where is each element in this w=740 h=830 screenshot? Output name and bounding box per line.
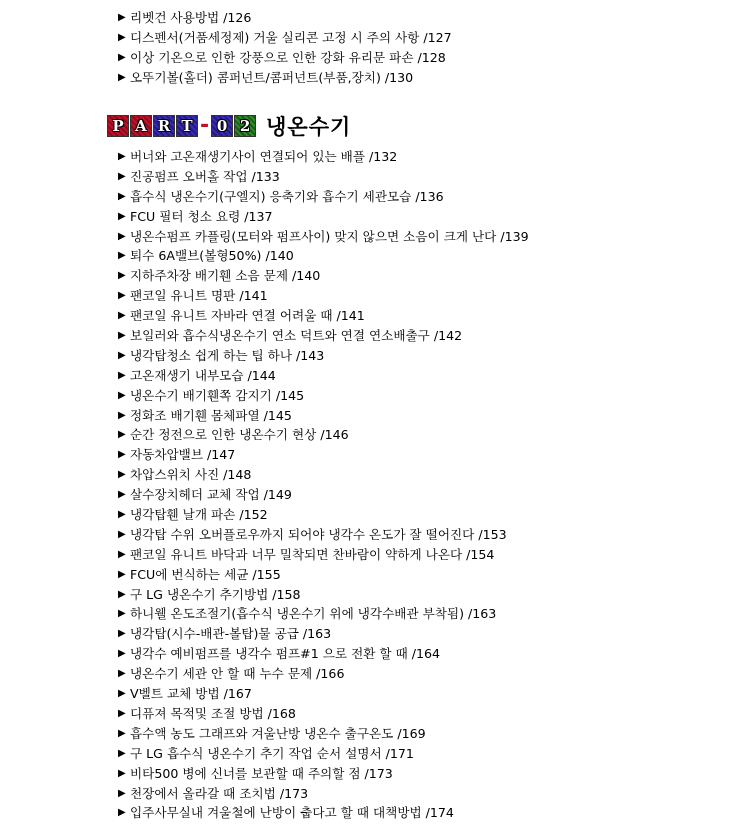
bullet-arrow-icon: ▶ [118,290,126,302]
list-item [118,406,529,426]
item-text: 냉온수펌프 카플링(모터와 펌프사이) 맞지 않으면 소음이 크게 난다 /139 [130,228,529,244]
part-number-tile: 0 [211,115,233,137]
bullet-arrow-icon: ▶ [118,151,126,162]
list-item [118,167,529,187]
list-item [118,246,529,266]
list-item [118,803,529,823]
list-item [118,604,529,624]
item-text: 정화조 배기휀 몸체파열 /145 [130,407,292,423]
item-text: 냉온수기 배기휀쪽 감지기 /145 [130,387,305,403]
item-text: 디스펜서(거품세정제) 거울 실리콘 고정 시 주의 사항 /127 [130,29,452,45]
bullet-arrow-icon: ▶ [118,250,126,262]
part-heading [107,112,351,140]
part-letter-tile: R [153,115,175,137]
bullet-arrow-icon: ▶ [118,409,126,421]
item-text: 퇴수 6A밸브(볼형50%) /140 [130,248,294,264]
item-text: 흡수식 냉온수기(구엘지) 응축기와 흡수기 세관모습 /136 [130,188,444,204]
bullet-arrow-icon: ▶ [118,668,126,680]
item-text: 냉각탑(시수-배관-볼탑)물 공급 /163 [130,626,332,642]
item-text: 살수장치헤더 교체 작업 /149 [130,487,292,503]
bullet-arrow-icon: ▶ [118,628,126,640]
bullet-arrow-icon: ▶ [118,230,126,242]
bullet-arrow-icon: ▶ [118,330,126,342]
item-text: 이상 기온으로 인한 강풍으로 인한 강화 유리문 파손 /128 [130,49,446,65]
bullet-arrow-icon: ▶ [118,568,126,580]
list-item [118,485,529,505]
part-letter-tile: A [130,115,152,137]
top-item-list [118,8,452,88]
bullet-arrow-icon: ▶ [118,369,126,381]
bullet-arrow-icon: ▶ [118,71,126,83]
item-text: 냉온수기 세관 안 할 때 누수 문제 /166 [130,666,345,682]
bullet-arrow-icon: ▶ [118,528,126,540]
list-item [118,624,529,644]
list-item [118,147,529,167]
bullet-arrow-icon: ▶ [118,12,126,23]
bullet-arrow-icon: ▶ [118,747,126,759]
item-text: 차압스위치 사진 /148 [130,467,252,483]
item-text: V벨트 교체 방법 /167 [130,686,252,702]
list-item [118,266,529,286]
list-item [118,425,529,445]
list-item [118,565,529,585]
item-text: 팬코일 유니트 명판 /141 [130,288,268,304]
bullet-arrow-icon: ▶ [118,489,126,501]
list-item [118,187,529,207]
item-text: FCU 필터 청소 요령 /137 [130,208,273,224]
bullet-arrow-icon: ▶ [118,727,126,739]
list-item [118,505,529,525]
list-item [118,346,529,366]
part-dash: - [200,113,210,138]
list-item [118,28,452,48]
item-text: 구 LG 냉온수기 추기방법 /158 [130,586,301,602]
list-item [118,664,529,684]
list-item [118,286,529,306]
bullet-arrow-icon: ▶ [118,767,126,779]
item-text: 천장에서 올라갈 때 조치법 /173 [130,785,309,801]
list-item [118,227,529,247]
item-text: 디퓨져 목적및 조절 방법 /168 [130,705,296,721]
part-number-tile: 2 [234,115,256,137]
item-text: 냉각수 예비펌프를 냉각수 펌프#1 으로 전환 할 때 /164 [130,646,441,662]
item-text: 하니웰 온도조절기(흡수식 냉온수기 위에 냉각수배관 부착됨) /163 [130,606,497,622]
bullet-arrow-icon: ▶ [118,349,126,361]
list-item [118,525,529,545]
bullet-arrow-icon: ▶ [118,688,126,700]
bullet-arrow-icon: ▶ [118,509,126,521]
item-text: 지하주차장 배기휀 소음 문제 /140 [130,268,321,284]
item-text: 자동차압밸브 /147 [130,447,236,463]
list-item [118,445,529,465]
bullet-arrow-icon: ▶ [118,429,126,441]
contents-list [118,147,529,823]
part-title: 냉온수기 [266,115,352,139]
item-text: 비타500 병에 신너를 보관할 때 주의할 점 /173 [130,765,393,781]
bullet-arrow-icon: ▶ [118,548,126,560]
list-item [118,306,529,326]
item-text: 고온재생기 내부모습 /144 [130,367,276,383]
item-text: 입주사무실내 겨울철에 난방이 춥다고 할 때 대책방법 /174 [130,805,454,821]
bullet-arrow-icon: ▶ [118,707,126,719]
bullet-arrow-icon: ▶ [118,608,126,620]
part-letter-tile: P [107,115,129,137]
item-text: 보일러와 흡수식냉온수기 연소 덕트와 연결 연소배출구 /142 [130,328,463,344]
item-text: 냉각탑 수위 오버플로우까지 되어야 냉각수 온도가 잘 떨어진다 /153 [130,526,507,542]
item-text: 냉각탑휀 날개 파손 /152 [130,507,268,523]
list-item [118,465,529,485]
list-item [118,386,529,406]
list-item [118,326,529,346]
item-text: FCU에 번식하는 세균 /155 [130,566,281,582]
bullet-arrow-icon: ▶ [118,469,126,481]
bullet-arrow-icon: ▶ [118,389,126,401]
list-item [118,684,529,704]
bullet-arrow-icon: ▶ [118,648,126,660]
bullet-arrow-icon: ▶ [118,270,126,282]
item-text: 순간 정전으로 인한 냉온수기 현상 /146 [130,427,349,443]
item-text: 팬코일 유니트 바닥과 너무 밀착되면 찬바람이 약하게 나온다 /154 [130,546,495,562]
bullet-arrow-icon: ▶ [118,210,126,222]
item-text: 냉각탑청소 쉽게 하는 팁 하나 /143 [130,347,325,363]
item-text: 리벳건 사용방법 /126 [130,10,252,25]
bullet-arrow-icon: ▶ [118,31,126,43]
bullet-arrow-icon: ▶ [118,588,126,600]
list-item [118,8,452,28]
bullet-arrow-icon: ▶ [118,807,126,819]
part-letter-tile: T [176,115,198,137]
list-item [118,644,529,664]
list-item [118,545,529,565]
list-item [118,585,529,605]
item-text: 흡수액 농도 그래프와 겨울난방 냉온수 출구온도 /169 [130,725,426,741]
bullet-arrow-icon: ▶ [118,310,126,322]
bullet-arrow-icon: ▶ [118,170,126,182]
bullet-arrow-icon: ▶ [118,787,126,799]
list-item [118,784,529,804]
list-item [118,366,529,386]
list-item [118,207,529,227]
list-item [118,724,529,744]
item-text: 팬코일 유니트 자바라 연결 어려울 때 /141 [130,308,365,324]
bullet-arrow-icon: ▶ [118,190,126,202]
list-item [118,48,452,68]
item-text: 오뚜기볼(홀더) 콤퍼넌트/콤퍼넌트(부품,장치) /130 [130,69,414,85]
list-item [118,764,529,784]
item-text: 버너와 고온재생기사이 연결되어 있는 배플 /132 [130,149,398,164]
list-item [118,704,529,724]
bullet-arrow-icon: ▶ [118,51,126,63]
list-item [118,744,529,764]
item-text: 구 LG 흡수식 냉온수기 추기 작업 순서 설명서 /171 [130,745,414,761]
list-item [118,68,452,88]
item-text: 진공펌프 오버홀 작업 /133 [130,168,280,184]
bullet-arrow-icon: ▶ [118,449,126,461]
